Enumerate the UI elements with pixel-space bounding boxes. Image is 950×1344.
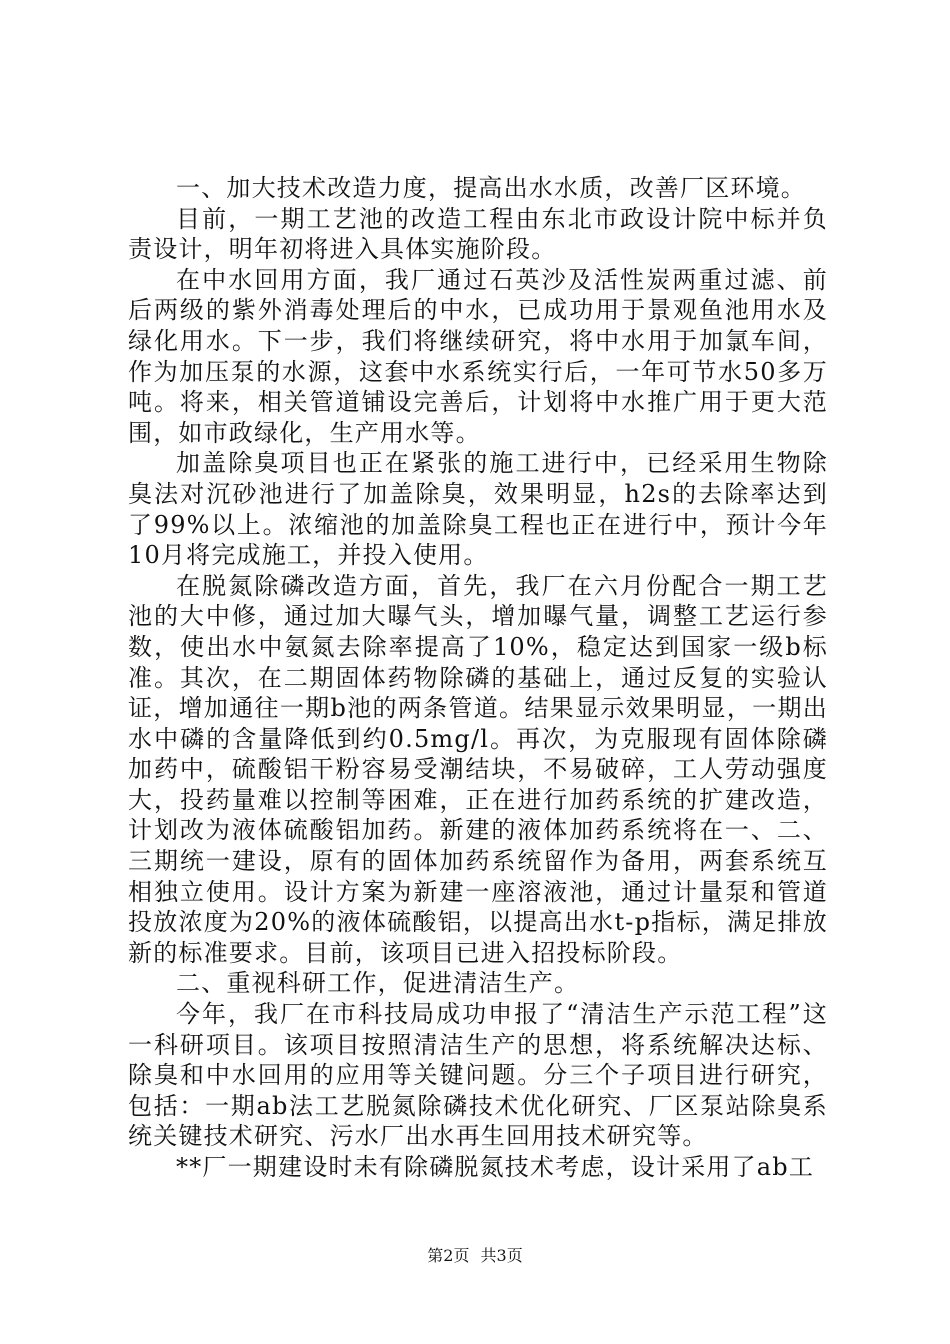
page-total: 共3页 <box>480 1246 523 1265</box>
document-body <box>128 173 828 1183</box>
heading-section-1: 一、加大技术改造力度，提高出水水质，改善厂区环境。 <box>176 174 806 202</box>
paragraph-phase-one: **厂一期建设时未有除磷脱氮技术考虑，设计采用了ab工 <box>176 1153 815 1181</box>
paragraph-design-status: 目前，一期工艺池的改造工程由东北市政设计院中标并负责设计，明年初将进入具体实施阶段。 <box>128 204 828 264</box>
page-footer <box>0 1243 950 1266</box>
paragraph-deodorization: 加盖除臭项目也正在紧张的施工进行中，已经采用生物除臭法对沉砂池进行了加盖除臭，效果明显，h2s的去除率达到了99%以上。浓缩池的加盖除臭工程也正在进行中，预计今年10月将完成施工，并投入使用。 <box>128 449 828 570</box>
page-number: 第2页 <box>427 1246 470 1265</box>
heading-section-2: 二、重视科研工作，促进清洁生产。 <box>176 969 580 998</box>
paragraph-research-project: 今年，我厂在市科技局成功申报了“清洁生产示范工程”这一科研项目。该项目按照清洁生产的思想，将系统解决达标、除臭和中水回用的应用等关键问题。分三个子项目进行研究，包括：一期ab法工艺脱氮除磷技术优化研究、厂区泵站除臭系统关键技术研究、污水厂出水再生回用技术研究等。 <box>128 1000 828 1151</box>
paragraph-water-reuse: 在中水回用方面，我厂通过石英沙及活性炭两重过滤、前后两级的紫外消毒处理后的中水，已成功用于景观鱼池用水及绿化用水。下一步，我们将继续研究，将中水用于加氯车间，作为加压泵的水源，这套中水系统实行后，一年可节水50多万吨。将来，相关管道铺设完善后，计划将中水推广用于更大范围，如市政绿化，生产用水等。 <box>128 265 828 447</box>
paragraph-nitrogen-phosphorus: 在脱氮除磷改造方面，首先，我厂在六月份配合一期工艺池的大中修，通过加大曝气头，增加曝气量，调整工艺运行参数，使出水中氨氮去除率提高了10%，稳定达到国家一级b标准。其次，在二期固体药物除磷的基础上，通过反复的实验认证，增加通往一期b池的两条管道。结果显示效果明显，一期出水中磷的含量降低到约0.5mg/l。再次，为克服现有固体除磷加药中，硫酸铝干粉容易受潮结块，不易破碎，工人劳动强度大，投药量难以控制等困难，正在进行加药系统的扩建改造，计划改为液体硫酸铝加药。新建的液体加药系统将在一、二、三期统一建设，原有的固体加药系统留作为备用，两套系统互相独立使用。设计方案为新建一座溶液池，通过计量泵和管道投放浓度为20%的液体硫酸铝，以提高出水t-p指标，满足排放新的标准要求。目前，该项目已进入招投标阶段。 <box>128 571 828 967</box>
